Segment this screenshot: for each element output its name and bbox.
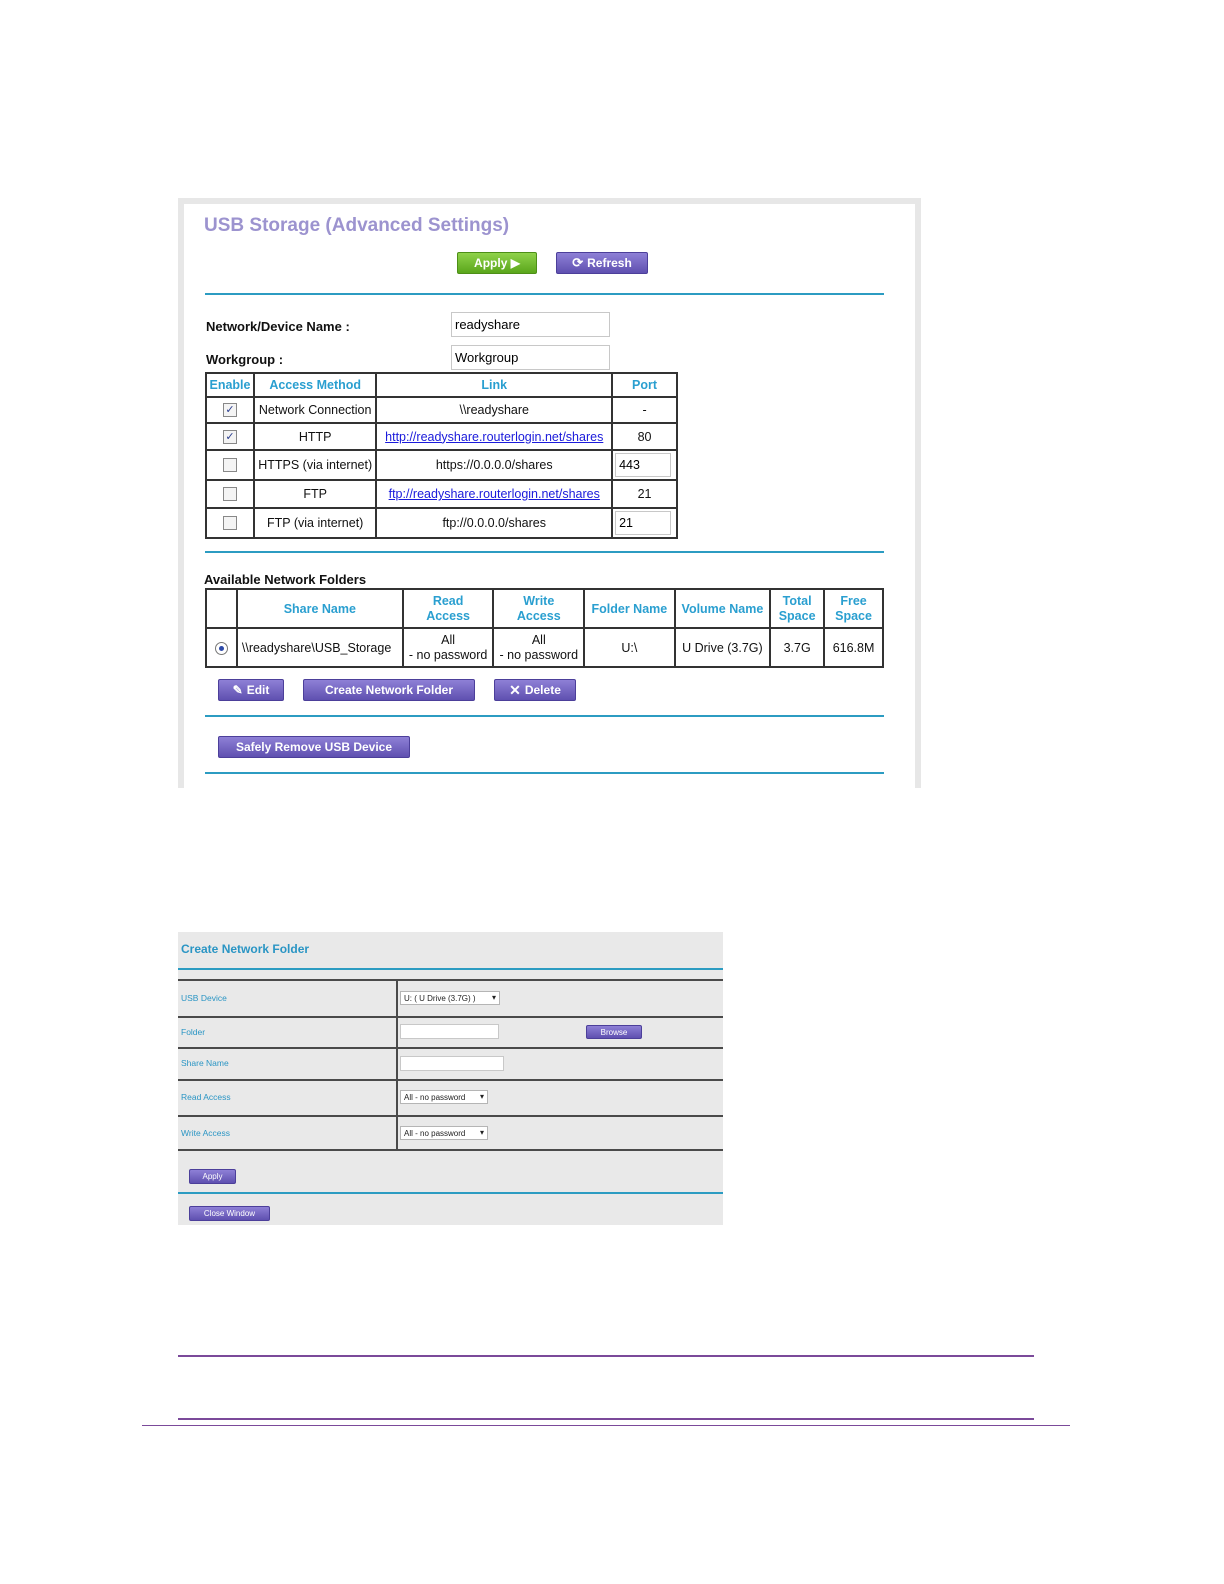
table-row[interactable] — [206, 628, 883, 667]
write-access-line1: All — [531, 632, 546, 647]
enable-cell[interactable] — [206, 480, 254, 508]
write-access-row — [178, 1115, 723, 1151]
page-rule — [178, 1355, 1034, 1357]
create-network-folder-title: Create Network Folder — [181, 942, 310, 956]
delete-button-label: Delete — [524, 683, 561, 697]
edit-button[interactable] — [218, 679, 284, 701]
access-method-cell: HTTP — [254, 423, 376, 450]
volume-name-cell: U Drive (3.7G) — [675, 628, 771, 667]
share-link[interactable]: http://readyshare.routerlogin.net/shares — [385, 429, 604, 444]
port-input[interactable] — [615, 453, 671, 477]
enable-cell[interactable] — [206, 450, 254, 480]
close-window-button[interactable] — [189, 1206, 270, 1221]
section-divider — [205, 293, 884, 295]
enable-cell[interactable] — [206, 397, 254, 423]
row-divider — [396, 1081, 398, 1115]
usb-storage-panel — [178, 198, 921, 788]
link-cell — [376, 508, 612, 538]
port-cell: 21 — [612, 480, 677, 508]
device-name-label: Network/Device Name : — [206, 319, 350, 334]
col-header-write-access-text: Write Access — [516, 593, 561, 623]
folder-select-cell[interactable] — [206, 628, 237, 667]
section-divider — [178, 1192, 723, 1194]
read-access-label: Read Access — [181, 1092, 231, 1102]
col-header-total-space-text: Total Space — [778, 593, 816, 623]
col-header-write-access — [493, 589, 584, 628]
write-access-label: Write Access — [181, 1128, 230, 1138]
usb-storage-content — [184, 204, 915, 788]
col-header-enable: Enable — [206, 373, 254, 397]
read-access-cell — [403, 628, 494, 667]
share-link[interactable]: ftp://readyshare.routerlogin.net/shares — [388, 487, 600, 501]
refresh-icon: ⟳ — [572, 255, 584, 270]
enable-cell[interactable] — [206, 423, 254, 450]
chevron-down-icon: ▾ — [491, 993, 496, 1002]
row-divider — [396, 1018, 398, 1047]
read-access-line2: - no password — [408, 647, 488, 662]
section-divider — [205, 772, 884, 774]
link-text: ftp://0.0.0.0/shares — [442, 516, 546, 530]
section-divider — [205, 551, 884, 553]
share-name-cell: \\readyshare\USB_Storage — [237, 628, 403, 667]
apply-button[interactable] — [457, 252, 537, 274]
folders-table-header — [206, 589, 883, 628]
enable-checkbox[interactable]: ✓ — [223, 403, 237, 417]
write-access-select-value: All - no password — [404, 1129, 466, 1138]
refresh-button-label: Refresh — [587, 256, 632, 270]
table-row — [206, 423, 677, 450]
access-method-cell: FTP — [254, 480, 376, 508]
create-network-folder-label: Create Network Folder — [324, 683, 454, 697]
delete-button[interactable] — [494, 679, 576, 701]
link-cell — [376, 480, 612, 508]
close-icon: ✕ — [509, 681, 521, 698]
folder-radio[interactable] — [215, 642, 228, 655]
access-method-table — [205, 372, 678, 539]
section-divider — [205, 715, 884, 717]
write-access-line2: - no password — [499, 647, 579, 662]
link-cell — [376, 450, 612, 480]
apply-button-label: Apply ▶ — [474, 256, 520, 270]
chevron-down-icon: ▾ — [479, 1128, 484, 1137]
link-cell — [376, 423, 612, 450]
create-network-folder-panel — [178, 932, 723, 1225]
workgroup-input[interactable] — [451, 345, 610, 370]
chevron-down-icon: ▾ — [479, 1092, 484, 1101]
folder-row — [178, 1016, 723, 1047]
read-access-row — [178, 1079, 723, 1115]
read-access-select[interactable] — [400, 1090, 488, 1104]
write-access-cell — [493, 628, 584, 667]
edit-button-label: Edit — [246, 683, 270, 697]
col-header-free-space — [824, 589, 883, 628]
enable-checkbox[interactable] — [223, 516, 237, 530]
read-access-line1: All — [441, 632, 456, 647]
enable-checkbox[interactable]: ✓ — [223, 430, 237, 444]
table-row — [206, 480, 677, 508]
page-title: USB Storage (Advanced Settings) — [204, 215, 510, 236]
col-header-read-access — [403, 589, 494, 628]
section-divider — [178, 968, 723, 970]
row-divider — [396, 1117, 398, 1149]
row-divider — [396, 981, 398, 1016]
folder-input[interactable] — [400, 1024, 499, 1039]
free-space-cell: 616.8M — [824, 628, 883, 667]
port-cell[interactable] — [612, 450, 677, 480]
usb-device-label: USB Device — [181, 993, 227, 1003]
share-name-label: Share Name — [181, 1058, 229, 1068]
col-header-access-method: Access Method — [254, 373, 376, 397]
safely-remove-usb-button[interactable] — [218, 736, 410, 758]
create-network-folder-button[interactable] — [303, 679, 475, 701]
workgroup-label: Workgroup : — [206, 352, 284, 367]
close-window-button-label: Close Window — [203, 1209, 256, 1218]
usb-device-row — [178, 979, 723, 1016]
pencil-icon: ✎ — [232, 683, 243, 697]
folder-label: Folder — [181, 1027, 206, 1037]
port-cell: 80 — [612, 423, 677, 450]
port-input[interactable] — [615, 511, 671, 535]
col-header-folder-name: Folder Name — [584, 589, 675, 628]
row-divider — [396, 1049, 398, 1079]
col-header-share-name: Share Name — [237, 589, 403, 628]
folders-heading: Available Network Folders — [204, 572, 367, 587]
share-name-input[interactable] — [400, 1056, 504, 1071]
total-space-cell: 3.7G — [770, 628, 824, 667]
page-rule — [178, 1418, 1034, 1420]
browse-button[interactable] — [586, 1025, 642, 1039]
col-header-volume-name: Volume Name — [675, 589, 771, 628]
col-header-free-space-text: Free Space — [835, 593, 872, 623]
enable-checkbox[interactable] — [223, 458, 237, 472]
enable-checkbox[interactable] — [223, 487, 237, 501]
table-row — [206, 397, 677, 423]
access-table-header — [206, 373, 677, 397]
col-header-read-access-text: Read Access — [426, 593, 470, 623]
usb-device-select-value: U: ( U Drive (3.7G) ) — [404, 994, 476, 1003]
write-access-select[interactable] — [400, 1126, 488, 1140]
cnf-apply-button-label: Apply — [202, 1172, 223, 1181]
link-text: \\readyshare — [459, 403, 529, 417]
port-cell: - — [612, 397, 677, 423]
read-access-select-value: All - no password — [404, 1093, 466, 1102]
safely-remove-usb-label: Safely Remove USB Device — [235, 740, 393, 754]
col-header-total-space — [770, 589, 824, 628]
table-row — [206, 450, 677, 480]
refresh-button[interactable] — [556, 252, 648, 274]
link-cell — [376, 397, 612, 423]
table-row — [206, 508, 677, 538]
device-name-input[interactable] — [451, 312, 610, 337]
folder-name-cell: U:\ — [584, 628, 675, 667]
page-rule — [142, 1425, 1070, 1426]
port-cell[interactable] — [612, 508, 677, 538]
access-method-cell: HTTPS (via internet) — [254, 450, 376, 480]
col-header-port: Port — [612, 373, 677, 397]
enable-cell[interactable] — [206, 508, 254, 538]
usb-device-select[interactable] — [400, 991, 500, 1005]
browse-button-label: Browse — [600, 1027, 628, 1037]
access-method-cell: Network Connection — [254, 397, 376, 423]
access-method-cell: FTP (via internet) — [254, 508, 376, 538]
cnf-apply-button[interactable] — [189, 1169, 236, 1184]
share-name-row — [178, 1047, 723, 1079]
col-header-select — [206, 589, 237, 628]
link-text: https://0.0.0.0/shares — [435, 458, 553, 472]
col-header-link: Link — [376, 373, 612, 397]
network-folders-table — [205, 588, 884, 668]
